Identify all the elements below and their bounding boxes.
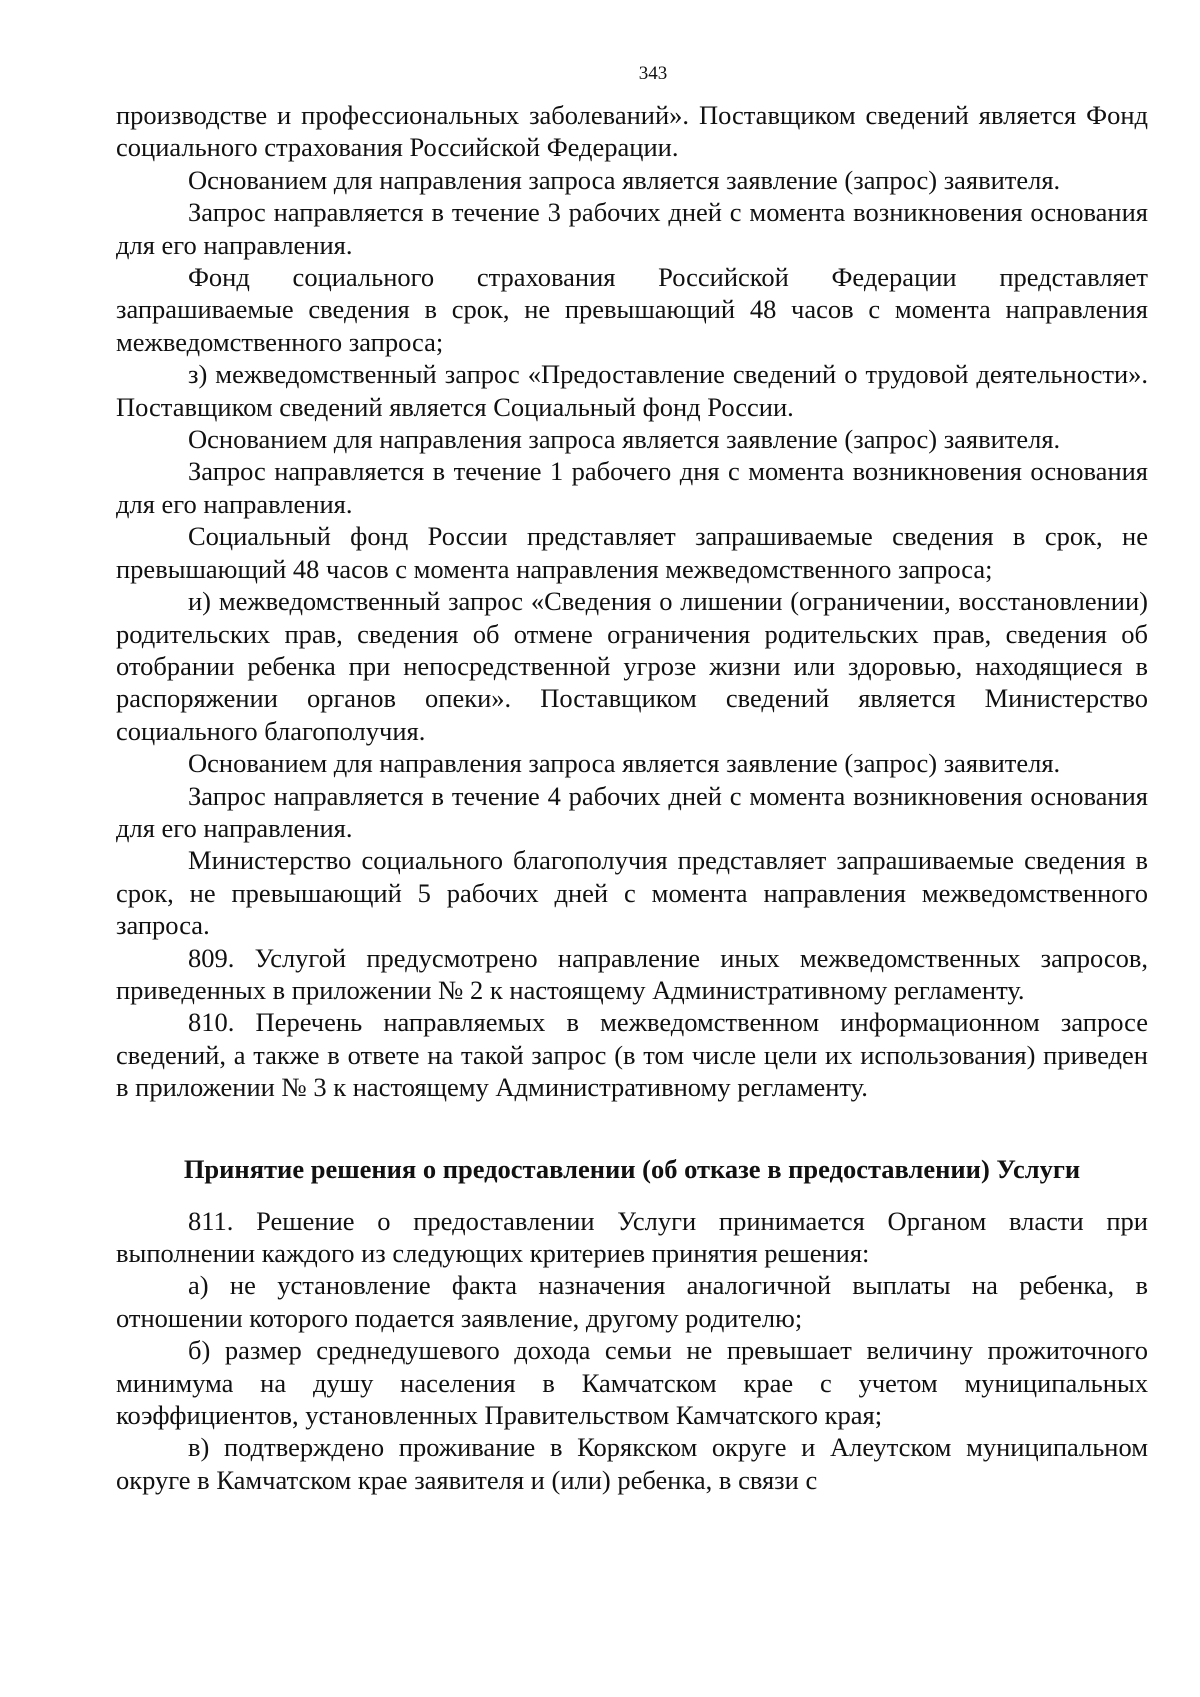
- paragraph: 810. Перечень направляемых в межведомственном информационном запросе сведений, а также в ответе на такой запрос (в том числе цели их использования) приведен в приложении № 3 к настоящему Административному регламенту.: [116, 1007, 1148, 1103]
- paragraph: в) подтверждено проживание в Корякском округе и Алеутском муниципальном округе в Камчатском крае заявителя и (или) ребенка, в связи с: [116, 1432, 1148, 1495]
- section-heading: Принятие решения о предоставлении (об отказе в предоставлении) Услуги: [183, 1153, 1081, 1184]
- paragraph: Запрос направляется в течение 4 рабочих дней с момента возникновения основания для его направления.: [116, 780, 1148, 843]
- paragraph: Запрос направляется в течение 3 рабочих дней с момента возникновения основания для его направления.: [116, 197, 1148, 260]
- paragraph: Фонд социального страхования Российской Федерации представляет запрашиваемые сведения в срок, не превышающий 48 часов с момента направления межведомственного запроса;: [116, 262, 1148, 357]
- heading-spacer: [116, 1185, 1148, 1205]
- paragraph: б) размер среднедушевого дохода семьи не превышает величину прожиточного минимума на душу населения в Камчатском крае с учетом муниципальных коэффициентов, установленных Правительством Камчатского края;: [116, 1335, 1148, 1431]
- paragraph: Основанием для направления запроса является заявление (запрос) заявителя.: [188, 748, 1061, 779]
- body-text-top: [116, 99, 1148, 1104]
- paragraph: Министерство социального благополучия представляет запрашиваемые сведения в срок, не превышающий 5 рабочих дней с момента направления межведомственного запроса.: [116, 845, 1148, 941]
- paragraph: Основанием для направления запроса является заявление (запрос) заявителя.: [188, 164, 1061, 195]
- paragraph: Социальный фонд России представляет запрашиваемые сведения в срок, не превышающий 48 часов с момента направления межведомственного запроса;: [116, 521, 1148, 584]
- body-text-bottom: [116, 1205, 1148, 1497]
- paragraph: з) межведомственный запрос «Предоставление сведений о трудовой деятельности». Поставщиком сведений является Социальный фонд России.: [116, 359, 1148, 422]
- paragraph: 809. Услугой предусмотрено направление иных межведомственных запросов, приведенных в приложении № 2 к настоящему Административному регламенту.: [116, 942, 1148, 1005]
- paragraph: Основанием для направления запроса является заявление (запрос) заявителя.: [188, 424, 1061, 455]
- paragraph: и) межведомственный запрос «Сведения о лишении (ограничении, восстановлении) родительских прав, сведения об отмене ограничения родительских прав, сведения об отобрании ребенка при непосредственной угрозе жизни или здоровью, находящиеся в распоряжении органов опеки». Поставщиком сведений является Министерство социального благополучия.: [116, 586, 1148, 746]
- page-number: 343: [638, 63, 668, 84]
- section-spacer: [116, 1104, 1148, 1153]
- paragraph: Запрос направляется в течение 1 рабочего дня с момента возникновения основания для его направления.: [116, 456, 1148, 519]
- paragraph: а) не установление факта назначения аналогичной выплаты на ребенка, в отношении которого подается заявление, другому родителю;: [116, 1270, 1148, 1333]
- document-page: [116, 62, 1148, 1496]
- paragraph: производстве и профессиональных заболеваний». Поставщиком сведений является Фонд социального страхования Российской Федерации.: [116, 100, 1148, 163]
- paragraph: 811. Решение о предоставлении Услуги принимается Органом власти при выполнении каждого из следующих критериев принятия решения:: [116, 1205, 1148, 1268]
